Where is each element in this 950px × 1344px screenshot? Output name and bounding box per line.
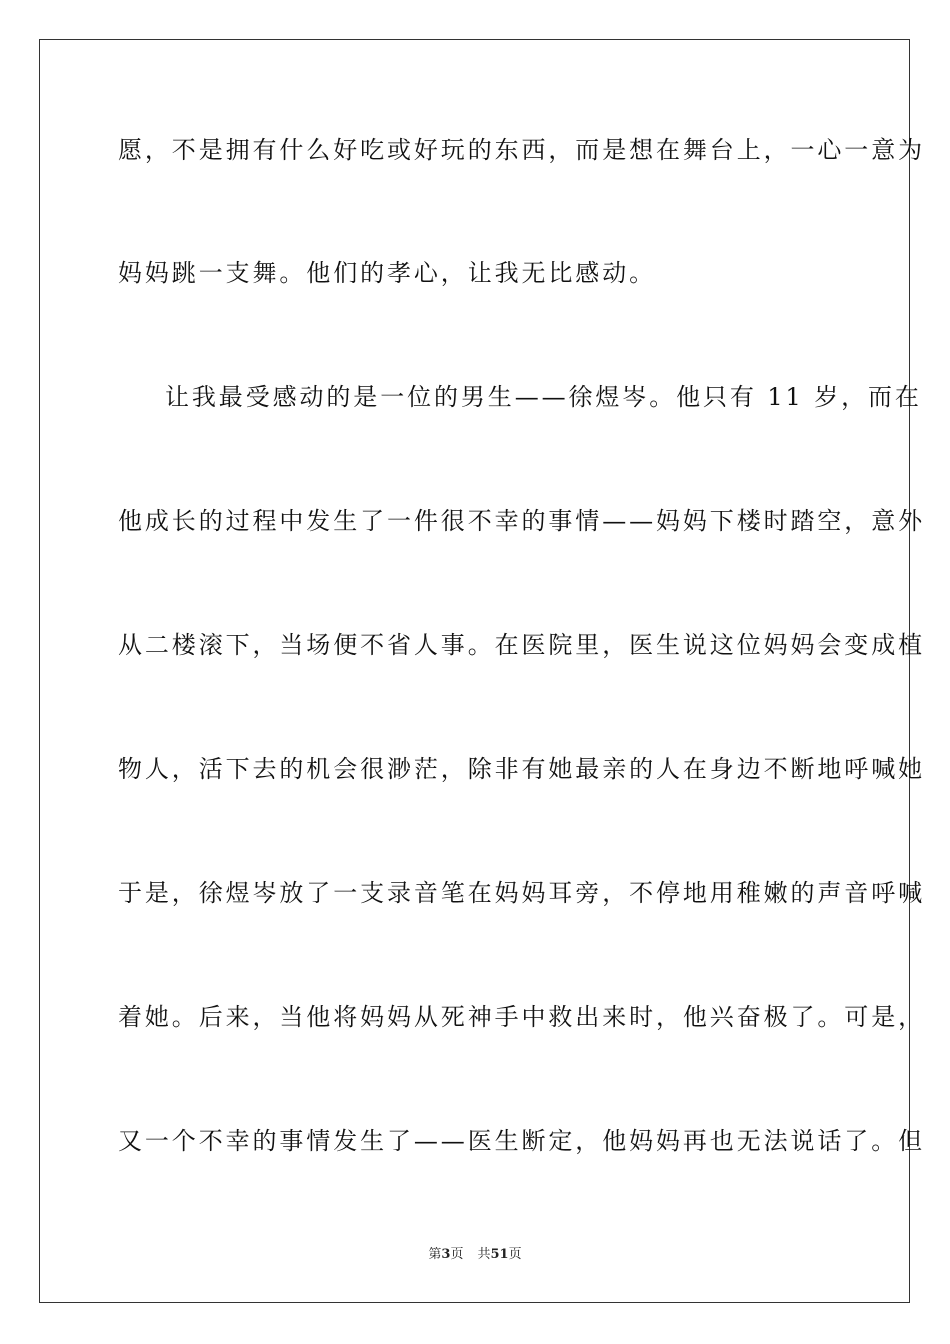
text-line: 着她。后来，当他将妈妈从死神手中救出来时，他兴奋极了。可是， [118,1003,925,1031]
page-border [39,39,910,1303]
current-page-number: 3 [441,1247,451,1262]
total-page-count: 51 [490,1247,509,1262]
page-label-prefix: 第 [428,1247,442,1262]
text-line: 物人，活下去的机会很渺茫，除非有她最亲的人在身边不断地呼喊她 [118,755,925,783]
text-line: 从二楼滚下，当场便不省人事。在医院里，医生说这位妈妈会变成植 [118,631,925,659]
page-label-suffix: 页 [450,1247,464,1262]
text-line: 愿，不是拥有什么好吃或好玩的东西，而是想在舞台上，一心一意为 [118,136,925,164]
page-footer [0,1247,950,1263]
text-line: 妈妈跳一支舞。他们的孝心，让我无比感动。 [118,259,656,287]
paragraph-first-line: 让我最受感动的是一位的男生——徐煜岑。他只有 11 岁，而在 [165,383,922,411]
total-label-prefix: 共 [477,1247,491,1262]
text-line: 于是，徐煜岑放了一支录音笔在妈妈耳旁，不停地用稚嫩的声音呼喊 [118,879,925,907]
text-line: 又一个不幸的事情发生了——医生断定，他妈妈再也无法说话了。但 [118,1127,925,1155]
total-label-suffix: 页 [508,1247,522,1262]
text-line: 他成长的过程中发生了一件很不幸的事情——妈妈下楼时踏空，意外 [118,507,925,535]
